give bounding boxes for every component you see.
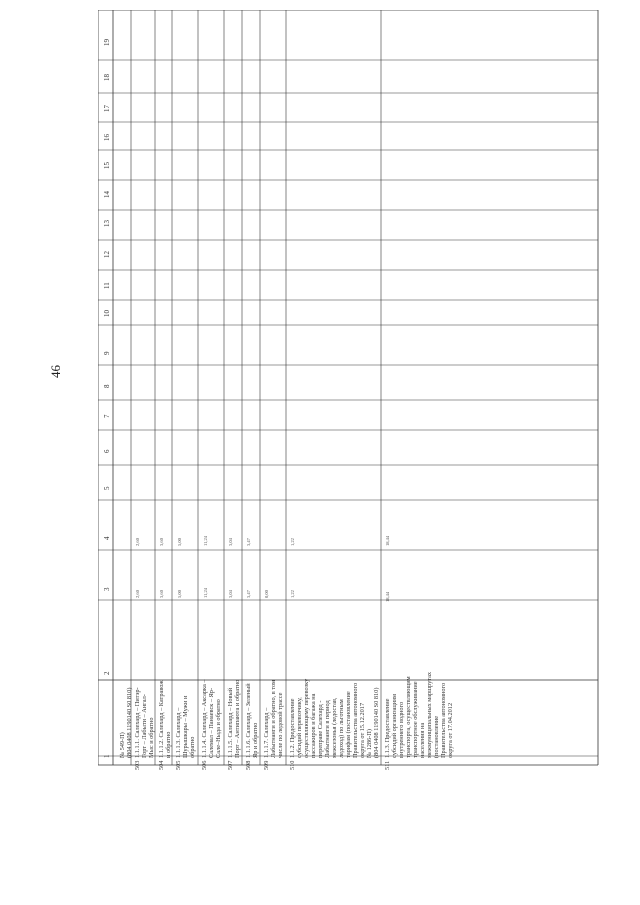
row-509-name-1: 1.1.1.7. Салехард – <box>263 707 270 758</box>
row-509-name-3: числе по ледовой трассе <box>277 692 284 758</box>
col-header-8: 8 <box>103 384 111 388</box>
row-506-number: 506 <box>201 760 208 770</box>
row-511-name-5: транспортное обслуживание <box>412 681 419 758</box>
page-number: 46 <box>48 365 63 378</box>
row-510-name-11: округа от 15.12.2017 <box>359 702 366 758</box>
row-509-number: 509 <box>263 760 270 770</box>
row-508-name-1: 1.1.1.6. Салехард – Зеленый <box>245 683 252 758</box>
col-header-6: 6 <box>103 449 111 453</box>
row-510-name-6: Лабытнанги в период <box>324 700 331 758</box>
row-503-value-col4: 2,60 <box>135 538 140 546</box>
row-510-name-10: Правительства автономного <box>352 682 359 758</box>
row-511-name-3: внутреннего водного <box>398 701 405 758</box>
row-507-number: 507 <box>227 760 234 770</box>
col-header-12: 12 <box>103 251 111 258</box>
row-511-value-col3: 18,44 <box>385 591 390 602</box>
row-510-number: 510 <box>289 760 296 770</box>
row-505-number: 505 <box>175 760 182 770</box>
row-510-name-5: переправе Салехард - <box>317 700 324 758</box>
row-507-value-col3: 3,04 <box>228 590 233 598</box>
col-header-9: 9 <box>103 351 111 355</box>
col-header-10: 10 <box>103 310 111 317</box>
row-510-name-7: межсезонья (ледостав, <box>331 697 338 758</box>
row-508-number: 508 <box>245 760 252 770</box>
row-511-name-9: Правительства автономного <box>440 682 447 758</box>
row-503-value-col3: 2,60 <box>135 590 140 598</box>
col-header-19: 19 <box>103 39 111 46</box>
row-511-name-2: субсидий организациям <box>391 694 398 758</box>
row-510-name-12: № 1286-П) <box>366 729 373 758</box>
row-503-name-2: Горт – Лабыти – Ангал- <box>141 694 148 758</box>
row-504-value-col4: 3,60 <box>159 538 164 546</box>
row-511-name-4: транспорта, осуществляющим <box>405 676 412 758</box>
col-header-11: 11 <box>103 282 111 289</box>
row-505-name-2: Шурышкары – Мужи и <box>182 695 189 758</box>
row-508-name-2: Яр и обратно <box>252 722 259 758</box>
row-510-name-9: тарифам (постановление <box>345 691 352 758</box>
row-507-name-1: 1.1.1.5. Салехард – Новый <box>227 687 234 758</box>
col-header-14: 14 <box>103 191 111 198</box>
row-506-value-col3: 11,24 <box>203 588 208 598</box>
row-511-name-8: (постановление <box>433 715 440 758</box>
row-504-value-col3: 3,60 <box>159 590 164 598</box>
row-510-name-4: пассажиров и багажа на <box>310 693 317 758</box>
row-509-name-2: Лабытнанги и обратно, в том <box>270 679 277 758</box>
col-header-15: 15 <box>103 162 111 169</box>
col-header-18: 18 <box>103 74 111 81</box>
col-header-5: 5 <box>103 486 111 490</box>
row-508-value-col4: 3,47 <box>246 538 251 546</box>
row-506-value-col4: 11,24 <box>203 536 208 546</box>
row-511-name-10: округа от 17.04.2012 <box>447 702 454 758</box>
col-header-2: 2 <box>103 671 111 675</box>
row-510-value-col4: 1,22 <box>290 538 295 546</box>
row-506-name-3: Сале–Ныда и обратно <box>215 699 222 758</box>
continuation-name-1: № 549-П) <box>119 732 126 758</box>
col-header-3: 3 <box>103 587 111 591</box>
table-grid <box>98 10 610 770</box>
row-511-value-col4: 18,44 <box>385 535 390 546</box>
row-508-value-col3: 3,47 <box>246 590 251 598</box>
row-509-value-col3: 0,00 <box>264 590 269 598</box>
row-506-name-2: Салемал – Панаевск – Яр- <box>208 687 215 758</box>
row-510-name-2: субсидий перевозчику, <box>296 697 303 758</box>
row-511-name-6: населения на <box>419 722 426 758</box>
row-503-number: 503 <box>134 760 141 770</box>
row-511-number: 511 <box>384 760 391 770</box>
row-510-name-8: ледоход) по льготным <box>338 699 345 758</box>
row-507-value-col4: 3,04 <box>228 538 233 546</box>
row-503-name-3: Мыс и обратно <box>148 717 155 758</box>
row-510-value-col3: 1,22 <box>290 590 295 598</box>
row-504-name-1: 1.1.1.2. Салехард – Катравож <box>158 680 165 758</box>
row-506-name-1: 1.1.1.4. Салехард – Аксарка – <box>201 679 208 758</box>
col-header-17: 17 <box>103 105 111 112</box>
row-505-name-1: 1.1.1.3. Салехард – <box>175 707 182 758</box>
col-header-13: 13 <box>103 220 111 227</box>
row-511-name-1: 1.1.3. Предоставление <box>384 698 391 758</box>
row-511-name-7: межмуниципальных маршрутах <box>426 671 433 758</box>
col-header-7: 7 <box>103 414 111 418</box>
row-503-name-1: 1.1.1.1. Салехард – Питэр- <box>134 687 141 758</box>
row-505-name-3: обратно <box>189 736 196 758</box>
row-505-value-col3: 5,00 <box>177 590 182 598</box>
row-510-name-3: осуществляющему перевозку <box>303 678 310 758</box>
row-510-name-1: 1.1.2. Предоставление <box>289 698 296 758</box>
col-header-4: 4 <box>103 536 111 540</box>
rotated-table <box>98 10 610 770</box>
row-504-number: 504 <box>158 760 165 770</box>
col-header-16: 16 <box>103 134 111 141</box>
continuation-name-2: (804 0408 1190140 S0 810) <box>126 687 133 758</box>
row-505-value-col4: 5,00 <box>177 538 182 546</box>
row-510-name-13: (804 0408 1190140 S0 810) <box>373 687 380 758</box>
row-507-name-2: Порт – Антипаюта и обратно <box>234 679 241 758</box>
col-header-1: 1 <box>103 754 111 758</box>
row-504-name-2: и обратно <box>165 731 172 758</box>
